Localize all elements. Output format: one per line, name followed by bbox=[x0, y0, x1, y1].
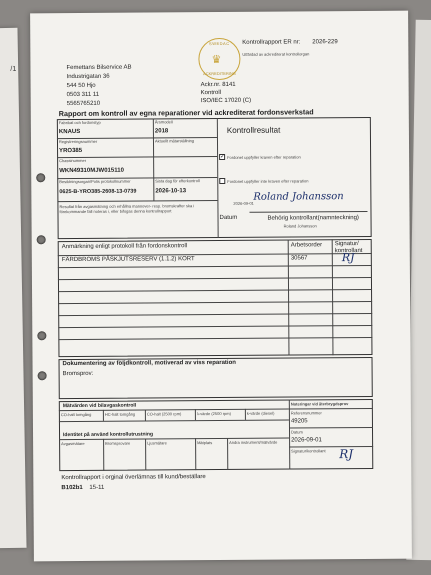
signer-name: Roland Johansson bbox=[283, 223, 317, 229]
report-title: Rapport om kontroll av egna reparationer vid ackrediterat fordonsverkstad bbox=[58, 107, 314, 119]
crowns-icon: ♛ bbox=[211, 53, 222, 67]
measurement-sig-label: Signatur/kontrollant bbox=[291, 448, 326, 454]
signature-header: Signatur/ kontrollant bbox=[334, 241, 363, 255]
punch-hole bbox=[36, 173, 45, 182]
signer-label: Behörig kontrollant(namnteckning) bbox=[267, 215, 359, 222]
remark-row-signature: RJ bbox=[341, 251, 355, 265]
make-value: KNAUS bbox=[58, 128, 81, 136]
issuer-note: Utfärdad av ackrediterat kontrollorgan bbox=[242, 51, 310, 57]
measurement-date: 2026-09-01 bbox=[291, 437, 322, 444]
company-name: Femettans Bilservice AB bbox=[66, 64, 132, 72]
remarks-header: Anmärkning enligt protokoll från fordonskontroll bbox=[61, 243, 188, 251]
original-note: Kontrollrapport i orginal överlämnas till kund/beställare bbox=[61, 474, 206, 482]
measurement-note: Resultat från avgasmätning och erhållna mannover- resp. bromskrafter ska i förekommande fall noteras i, eller bifogas denna kontrollrapport bbox=[59, 203, 195, 215]
last-date-label: Sista dag för efterkontroll bbox=[155, 178, 200, 184]
reference-value: 49205 bbox=[290, 418, 308, 425]
report-number: 2026-229 bbox=[312, 39, 338, 46]
measurement-date-label: Datum bbox=[291, 429, 303, 435]
year-label: Årsmodell bbox=[154, 119, 173, 125]
controller-signature: Roland Johansson bbox=[253, 191, 344, 203]
measurement-signature: RJ bbox=[339, 447, 354, 462]
followup-title: Dokumentering av följdkontroll, motiverad av viss reparation bbox=[62, 359, 236, 368]
result-date: 2026-09-01 bbox=[233, 200, 254, 206]
fail-option-label: Fordonet uppfyller inte kraven efter reparation bbox=[227, 178, 309, 184]
swedac-logo bbox=[198, 38, 240, 80]
company-phone: 0503 311 11 bbox=[66, 91, 100, 99]
pass-option-label: Fordonet uppfyller kraven efter reparation bbox=[227, 154, 301, 160]
protocol-label: Besiktningsorgan/Polis protokollnummer bbox=[59, 178, 131, 185]
report-paper bbox=[30, 11, 412, 562]
background-sheet-left bbox=[0, 28, 27, 548]
company-street: Industrigatan 36 bbox=[66, 73, 110, 81]
instrument-cell: Ljusmätare bbox=[147, 440, 167, 446]
mileage-label: Aktuellt mätarställning bbox=[154, 138, 195, 144]
accreditation-standard: ISO/IEC 17020 (C) bbox=[200, 97, 252, 105]
report-number-label: Kontrollrapport ER nr: bbox=[242, 39, 301, 46]
protocol-value: 0625-B-YRO385-2608-13-0739 bbox=[59, 188, 137, 196]
form-code: B102b1 bbox=[61, 484, 83, 492]
measurement-cell: λ-värde (2500 rpm) bbox=[196, 410, 231, 417]
remark-row-text: FÄRDBROMS PÅSKJUTSRESERV (1.1.2) KORT bbox=[61, 256, 195, 264]
vin-value: WKN49310MJW015110 bbox=[59, 167, 124, 175]
remark-row-order: 30567 bbox=[290, 255, 308, 262]
make-label: Fabrikat och fordonstyp bbox=[58, 119, 101, 126]
instrument-cell: Avgasmätare bbox=[61, 440, 85, 447]
year-value: 2018 bbox=[154, 128, 169, 135]
logo-text-top: SWEDAC bbox=[209, 40, 230, 47]
measurement-cell: HC-halt tomgång bbox=[104, 411, 136, 417]
last-date-value: 2026-10-13 bbox=[155, 188, 187, 195]
reg-value: YRO385 bbox=[59, 147, 83, 155]
notation-label: Noteringar vid återbrygdsprov bbox=[290, 401, 349, 407]
instrument-cell: Mätplats bbox=[197, 440, 213, 446]
measurement-cell: k-värde (diesel) bbox=[246, 410, 275, 416]
order-header: Arbetsorder bbox=[290, 242, 323, 249]
punch-hole bbox=[37, 235, 46, 244]
fail-checkbox[interactable] bbox=[219, 178, 225, 184]
background-sheet-text: /1 bbox=[10, 65, 17, 73]
punch-hole bbox=[38, 371, 47, 380]
measurement-title: Mätvärden vid bilavgaskontroll bbox=[62, 402, 137, 410]
punch-hole bbox=[37, 331, 46, 340]
reference-label: Referensnummer bbox=[290, 410, 322, 416]
form-version: 15-11 bbox=[89, 484, 105, 491]
instrument-cell: Andra instrument/mätvärde bbox=[229, 439, 278, 445]
vin-label: Chassinummer bbox=[59, 157, 87, 164]
company-org-number: 5565765210 bbox=[66, 100, 101, 108]
reg-label: Registreringsnummer bbox=[58, 138, 98, 145]
pass-checkbox[interactable]: ✓ bbox=[220, 153, 226, 161]
measurement-cell: CO-halt (2500 rpm) bbox=[146, 411, 182, 417]
followup-subtitle: Bromsprov: bbox=[62, 370, 94, 378]
date-label: Datum bbox=[219, 214, 238, 222]
control-result-title: Kontrollresultat bbox=[226, 125, 281, 135]
accreditation-number: Ackr.nr. 8141 bbox=[200, 81, 236, 89]
instrument-cell: Bromsprovare bbox=[105, 440, 131, 446]
accreditation-type: Kontroll bbox=[200, 89, 222, 97]
instruments-title: Identitet på använd kontrollutrustning bbox=[63, 431, 154, 439]
logo-text-bottom: ACKREDITERING bbox=[203, 70, 236, 77]
company-postal: 544 50 Hjo bbox=[66, 82, 96, 90]
measurement-cell: CO-halt tomgång bbox=[60, 411, 92, 418]
